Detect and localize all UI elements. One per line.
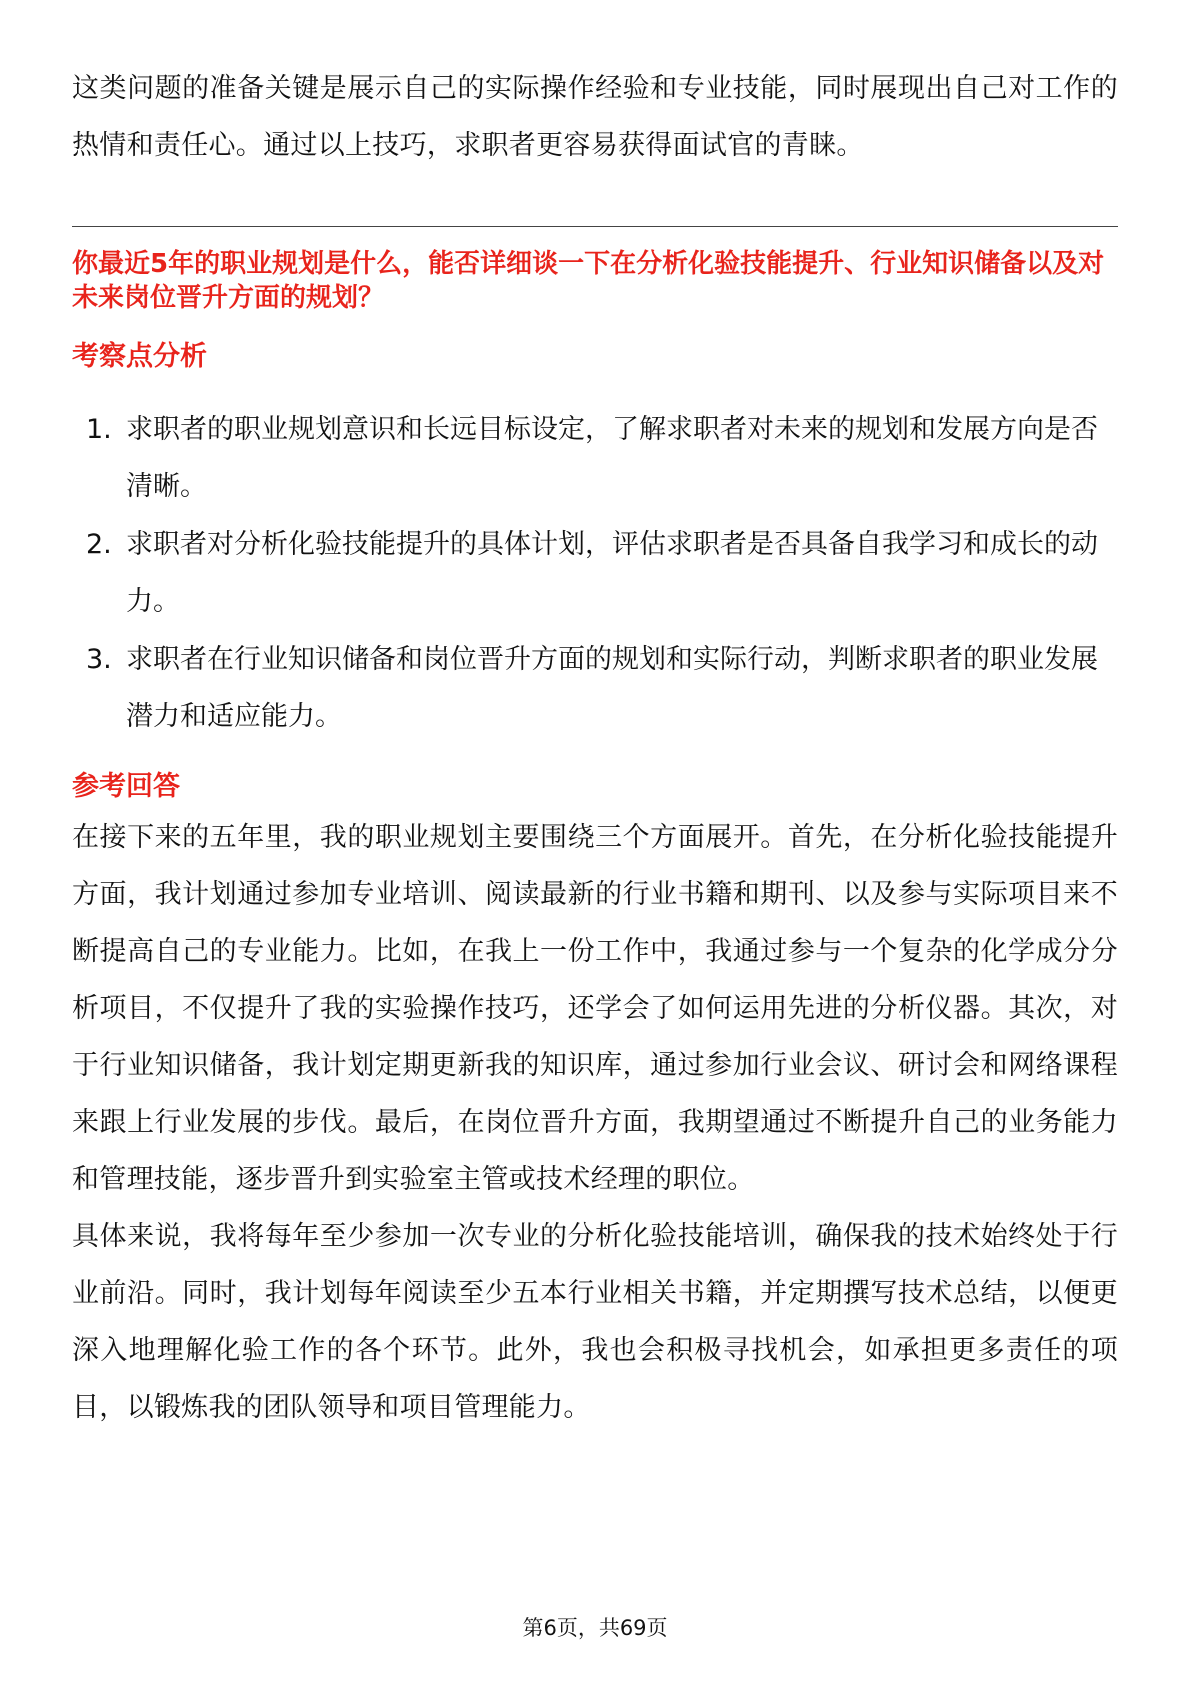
list-item-number: 3. — [86, 644, 112, 675]
list-item — [72, 401, 1118, 515]
list-item-number: 1. — [86, 414, 112, 445]
section-divider — [72, 226, 1118, 227]
analysis-points-list — [72, 401, 1118, 745]
analysis-heading: 考察点分析 — [72, 341, 207, 372]
answer-paragraph: 具体来说，我将每年至少参加一次专业的分析化验技能培训，确保我的技术始终处于行业前沿。同时，我计划每年阅读至少五本行业相关书籍，并定期撰写技术总结，以便更深入地理解化验工作的各个环节。此外，我也会积极寻找机会，如承担更多责任的项目，以锻炼我的团队领导和项目管理能力。 — [72, 1221, 1118, 1423]
list-item — [72, 516, 1118, 630]
list-item-number: 2. — [86, 529, 112, 560]
list-item-text: 求职者对分析化验技能提升的具体计划，评估求职者是否具备自我学习和成长的动力。 — [126, 529, 1098, 617]
document-page — [72, 60, 1118, 1436]
answer-heading: 参考回答 — [72, 771, 180, 802]
question-heading: 你最近5年的职业规划是什么，能否详细谈一下在分析化验技能提升、行业知识储备以及对未来岗位晋升方面的规划？ — [72, 249, 1105, 313]
list-item-text: 求职者在行业知识储备和岗位晋升方面的规划和实际行动，判断求职者的职业发展潜力和适应能力。 — [126, 644, 1098, 732]
intro-paragraph: 这类问题的准备关键是展示自己的实际操作经验和专业技能，同时展现出自己对工作的热情和责任心。通过以上技巧，求职者更容易获得面试官的青睐。 — [72, 73, 1118, 161]
list-item-text: 求职者的职业规划意识和长远目标设定，了解求职者对未来的规划和发展方向是否清晰。 — [126, 414, 1098, 502]
answer-paragraph: 在接下来的五年里，我的职业规划主要围绕三个方面展开。首先，在分析化验技能提升方面，我计划通过参加专业培训、阅读最新的行业书籍和期刊、以及参与实际项目来不断提高自己的专业能力。比如，在我上一份工作中，我通过参与一个复杂的化学成分分析项目，不仅提升了我的实验操作技巧，还学会了如何运用先进的分析仪器。其次，对于行业知识储备，我计划定期更新我的知识库，通过参加行业会议、研讨会和网络课程来跟上行业发展的步伐。最后，在岗位晋升方面，我期望通过不断提升自己的业务能力和管理技能，逐步晋升到实验室主管或技术经理的职位。 — [72, 822, 1118, 1195]
page-number-footer: 第6页，共69页 — [522, 1616, 668, 1640]
list-item — [72, 631, 1118, 745]
